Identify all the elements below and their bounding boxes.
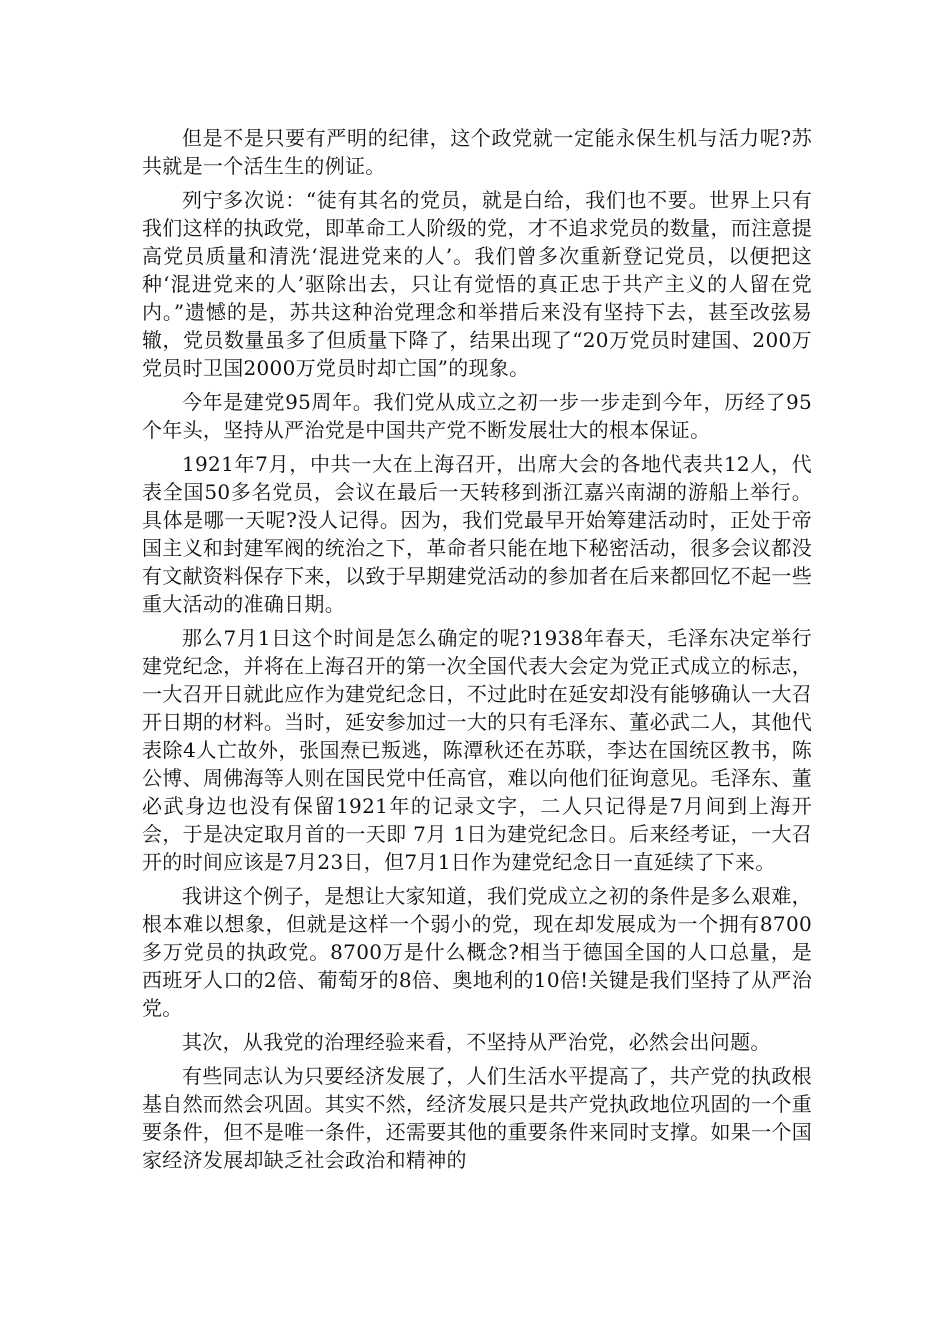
paragraph-2: 列宁多次说：“徒有其名的党员，就是白给，我们也不要。世界上只有我们这样的执政党，即革命工人阶级的党，才不追求党员的数量，而注意提高党员质量和清洗‘混进党来的人’。我们曾多次重新登记党员，以便把这种‘混进党来的人’驱除出去，只让有觉悟的真正忠于共产主义的人留在党内。”遗憾的是，苏共这种治党理念和举措后来没有坚持下去，甚至改弦易辙，党员数量虽多了但质量下降了，结果出现了“20万党员时建国、200万党员时卫国2000万党员时却亡国”的现象。 <box>142 188 812 380</box>
paragraph-7: 其次，从我党的治理经验来看，不坚持从严治党，必然会出问题。 <box>182 1030 771 1054</box>
document-body <box>142 124 812 1180</box>
paragraph-8: 有些同志认为只要经济发展了，人们生活水平提高了，共产党的执政根基自然而然会巩固。其实不然，经济发展只是共产党执政地位巩固的一个重要条件，但不是唯一条件，还需要其他的重要条件来同时支撑。如果一个国家经济发展却缺乏社会政治和精神的 <box>142 1064 812 1172</box>
paragraph-4: 1921年7月，中共一大在上海召开，出席大会的各地代表共12人，代表全国50多名党员，会议在最后一天转移到浙江嘉兴南湖的游船上举行。具体是哪一天呢?没人记得。因为，我们党最早开始筹建活动时，正处于帝国主义和封建军阀的统治之下，革命者只能在地下秘密活动，很多会议都没有文献资料保存下来，以致于早期建党活动的参加者在后来都回忆不起一些重大活动的准确日期。 <box>142 452 812 616</box>
paragraph-5: 那么7月1日这个时间是怎么确定的呢?1938年春天，毛泽东决定举行建党纪念，并将在上海召开的第一次全国代表大会定为党正式成立的标志，一大召开日就此应作为建党纪念日，不过此时在延安却没有能够确认一大召开日期的材料。当时，延安参加过一大的只有毛泽东、董必武二人，其他代表除4人亡故外，张国焘已叛逃，陈潭秋还在苏联，李达在国统区教书，陈公博、周佛海等人则在国民党中任高官，难以向他们征询意见。毛泽东、董必武身边也没有保留1921年的记录文字，二人只记得是7月间到上海开会，于是决定取月首的一天即 7月 1日为建党纪念日。后来经考证，一大召开的时间应该是7月23日，但7月1日作为建党纪念日一直延续了下来。 <box>142 626 812 874</box>
paragraph-6: 我讲这个例子，是想让大家知道，我们党成立之初的条件是多么艰难，根本难以想象，但就是这样一个弱小的党，现在却发展成为一个拥有8700多万党员的执政党。8700万是什么概念?相当于德国全国的人口总量，是西班牙人口的2倍、葡萄牙的8倍、奥地利的10倍!关键是我们坚持了从严治党。 <box>142 884 812 1020</box>
paragraph-1: 但是不是只要有严明的纪律，这个政党就一定能永保生机与活力呢?苏共就是一个活生生的例证。 <box>142 126 812 178</box>
paragraph-3: 今年是建党95周年。我们党从成立之初一步一步走到今年，历经了95个年头，坚持从严治党是中国共产党不断发展壮大的根本保证。 <box>142 390 812 442</box>
